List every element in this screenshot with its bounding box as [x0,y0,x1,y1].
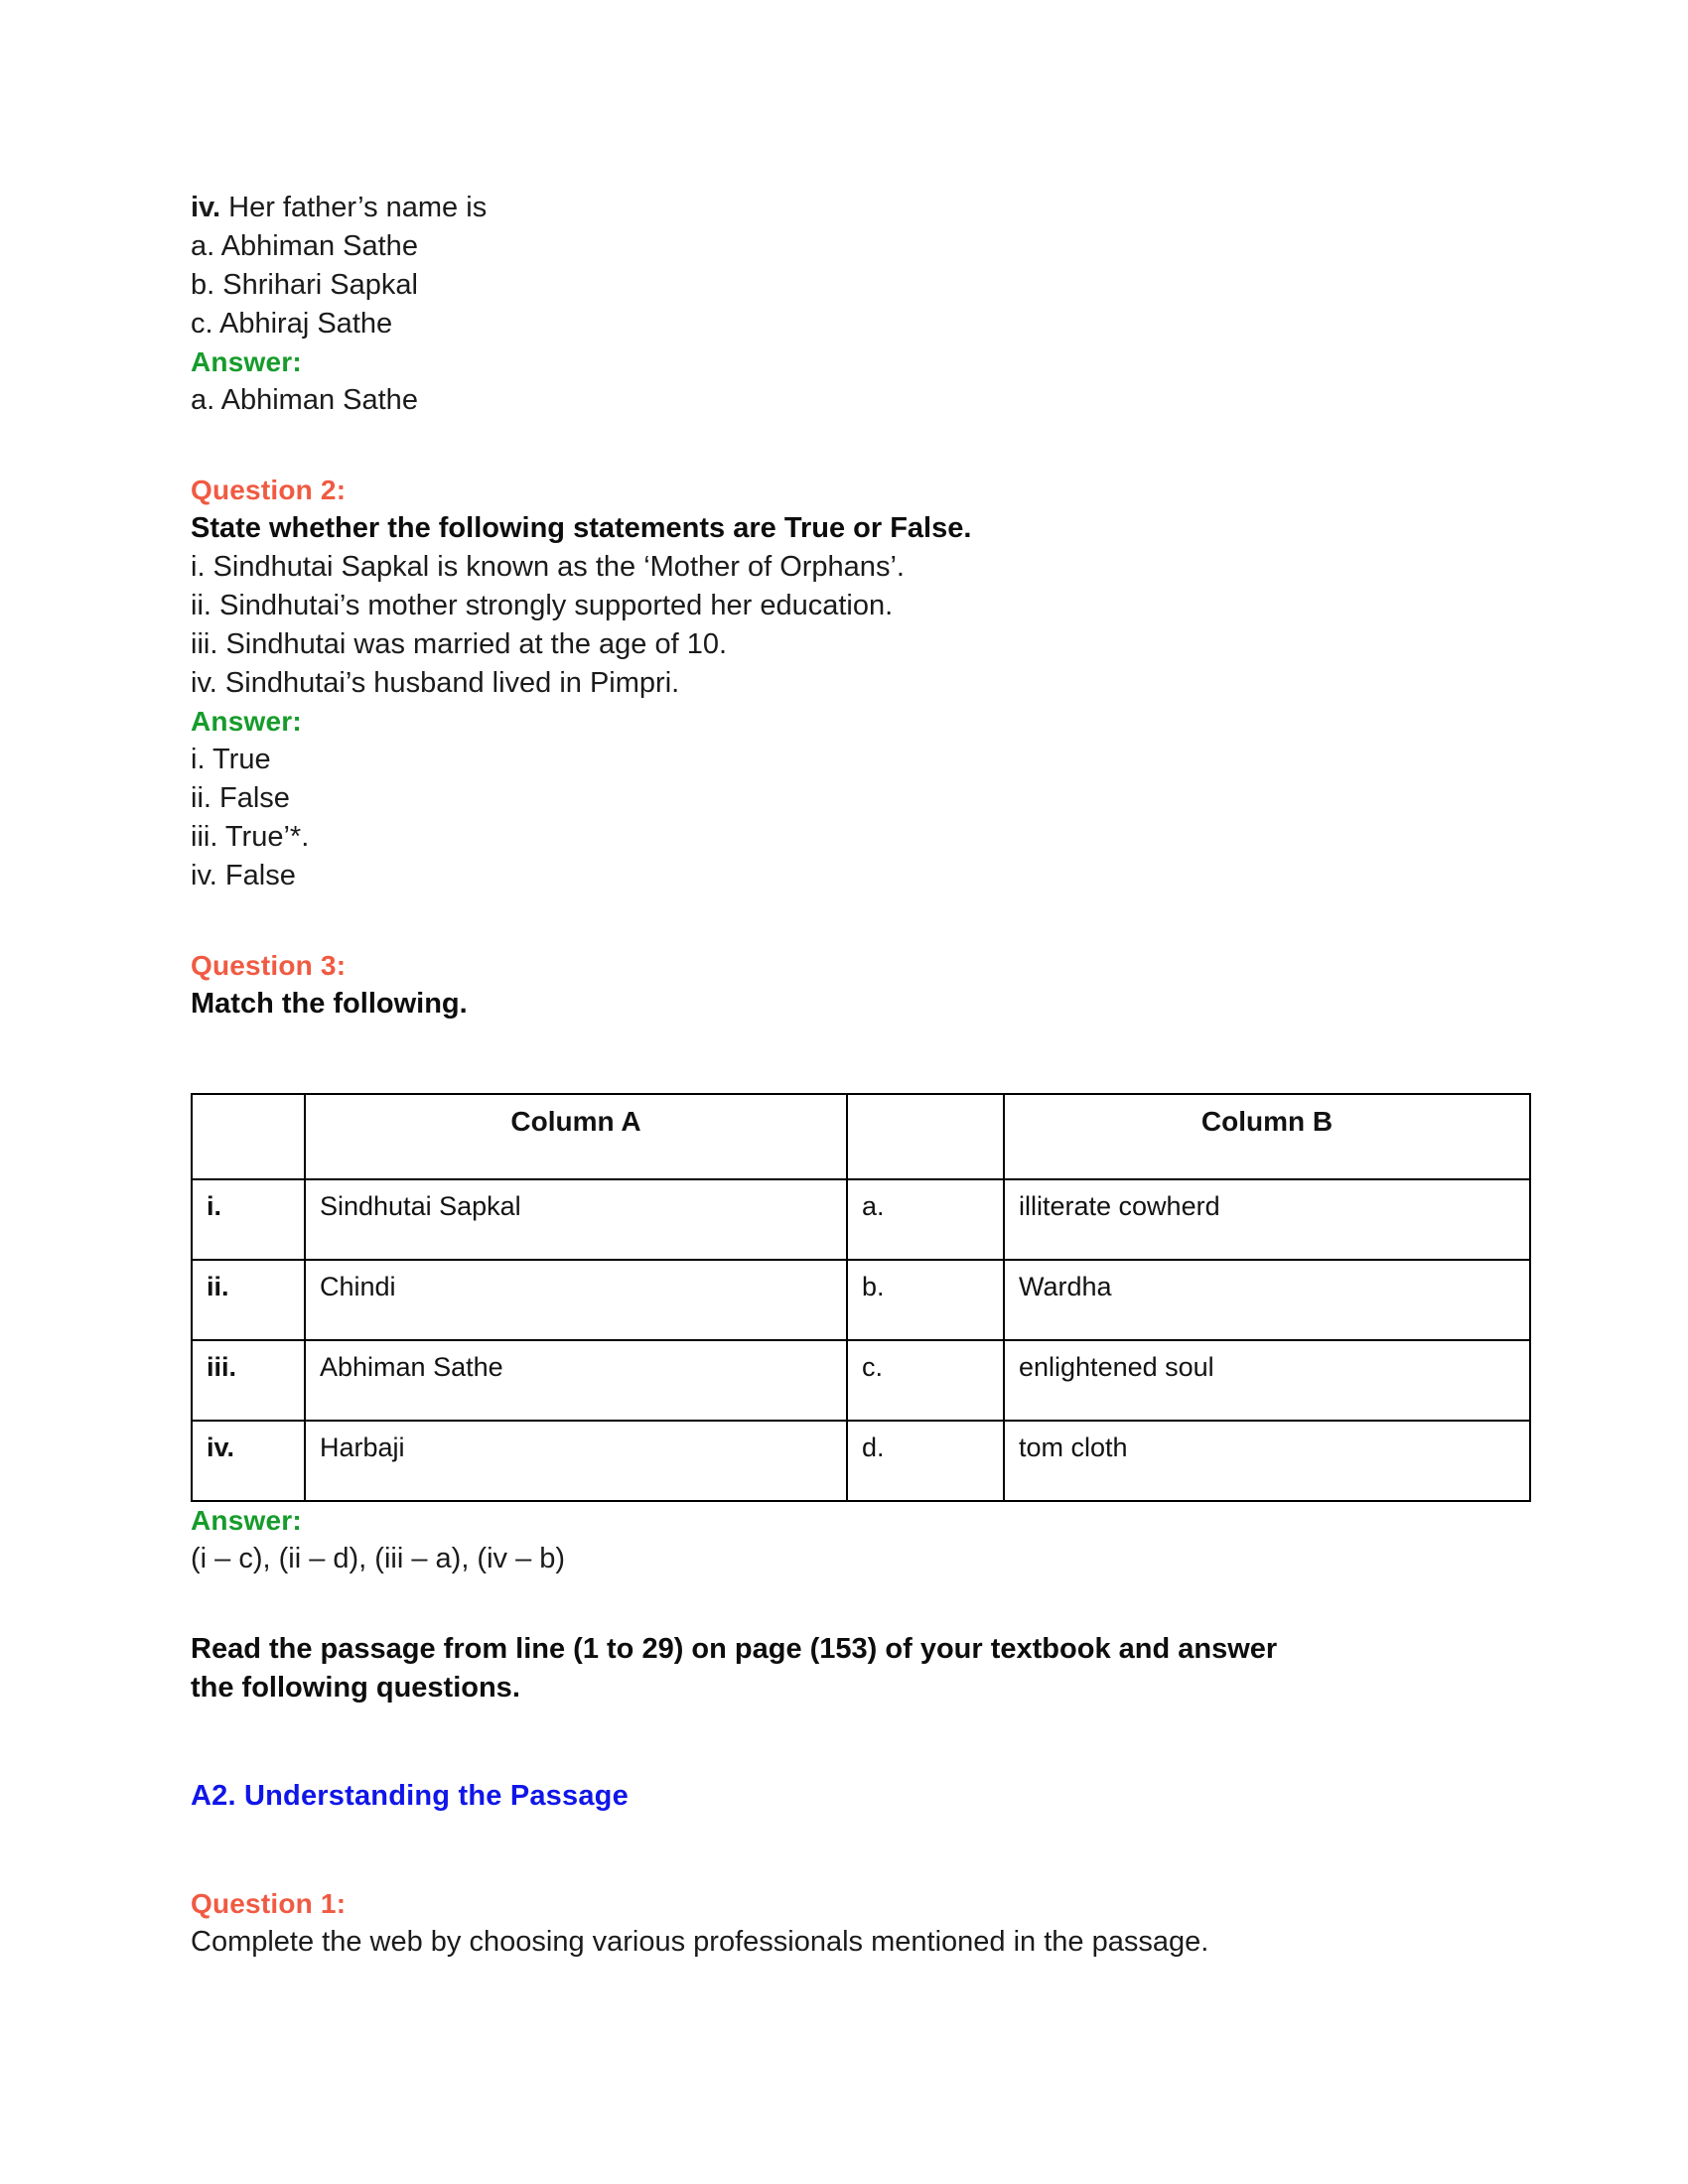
question-3-heading: Question 3: [191,950,347,981]
table-cell-num: iii. [192,1340,305,1421]
question-3-block [191,947,1450,1578]
spacer [191,1578,1450,1630]
table-cell-letter: d. [847,1421,1004,1501]
passage-instruction-block [191,1630,1450,1707]
table-cell-column-a: Sindhutai Sapkal [305,1179,847,1260]
question-1-answer-label: Answer: [191,346,302,377]
question-2-answer-label: Answer: [191,706,302,737]
table-cell-letter: a. [847,1179,1004,1260]
table-cell-column-b: illiterate cowherd [1004,1179,1530,1260]
question-2-heading: Question 2: [191,475,347,505]
table-cell-letter: c. [847,1340,1004,1421]
question-1-option-c: c. Abhiraj Sathe [191,308,393,340]
table-cell-column-a: Harbaji [305,1421,847,1501]
question-2-statement-iii: iii. Sindhutai was married at the age of 10. [191,628,728,660]
table-row [192,1260,1530,1340]
spacer [191,895,1450,947]
question-2-statement-ii: ii. Sindhutai’s mother strongly supported her education. [191,590,894,621]
question-2-answer-ii: ii. False [191,782,290,814]
question-1-tail-block [191,189,1450,420]
question-a2-1-text: Complete the web by choosing various professionals mentioned in the passage. [191,1926,1209,1958]
match-the-following-table [191,1093,1531,1502]
table-row [192,1421,1530,1501]
question-1-option-b: b. Shrihari Sapkal [191,269,418,301]
question-1-stem-text: Her father’s name is [220,192,488,223]
passage-instruction-line-1: Read the passage from line (1 to 29) on page (153) of your textbook and answer [191,1633,1278,1665]
passage-instruction-line-2: the following questions. [191,1672,520,1704]
table-header-row [192,1094,1530,1179]
table-row [192,1340,1530,1421]
question-2-answer-iii: iii. True’*. [191,821,310,853]
table-cell-letter: b. [847,1260,1004,1340]
question-2-instruction: State whether the following statements are True or False. [191,512,972,544]
question-3-answer-text: (i – c), (ii – d), (iii – a), (iv – b) [191,1543,566,1574]
table-header-column-b: Column B [1004,1094,1530,1179]
question-2-answer-iv: iv. False [191,860,296,891]
spacer [191,420,1450,472]
table-cell-num: i. [192,1179,305,1260]
table-cell-num: iv. [192,1421,305,1501]
question-2-answer-i: i. True [191,744,271,775]
spacer [191,1024,1450,1093]
question-a2-1-block [191,1885,1450,1962]
table-row [192,1179,1530,1260]
table-cell-column-b: tom cloth [1004,1421,1530,1501]
question-1-stem [191,189,1450,227]
question-2-statement-i: i. Sindhutai Sapkal is known as the ‘Mother of Orphans’. [191,551,905,583]
table-cell-column-b: enlightened soul [1004,1340,1530,1421]
question-2-block [191,472,1450,895]
spacer [191,1816,1450,1885]
question-1-answer-text: a. Abhiman Sathe [191,384,418,416]
section-heading-a2: A2. Understanding the Passage [191,1780,629,1812]
question-3-answer-label: Answer: [191,1505,302,1536]
question-1-option-a: a. Abhiman Sathe [191,230,418,262]
table-cell-column-b: Wardha [1004,1260,1530,1340]
table-header-blank-mid [847,1094,1004,1179]
spacer [191,1707,1450,1777]
table-header-blank-left [192,1094,305,1179]
document-content [191,189,1450,1962]
question-2-statement-iv: iv. Sindhutai’s husband lived in Pimpri. [191,667,680,699]
table-cell-num: ii. [192,1260,305,1340]
table-cell-column-a: Chindi [305,1260,847,1340]
table-header-column-a: Column A [305,1094,847,1179]
question-3-instruction: Match the following. [191,988,468,1020]
question-a2-1-heading: Question 1: [191,1888,347,1919]
question-1-stem-label: iv. [191,192,221,223]
table-cell-column-a: Abhiman Sathe [305,1340,847,1421]
